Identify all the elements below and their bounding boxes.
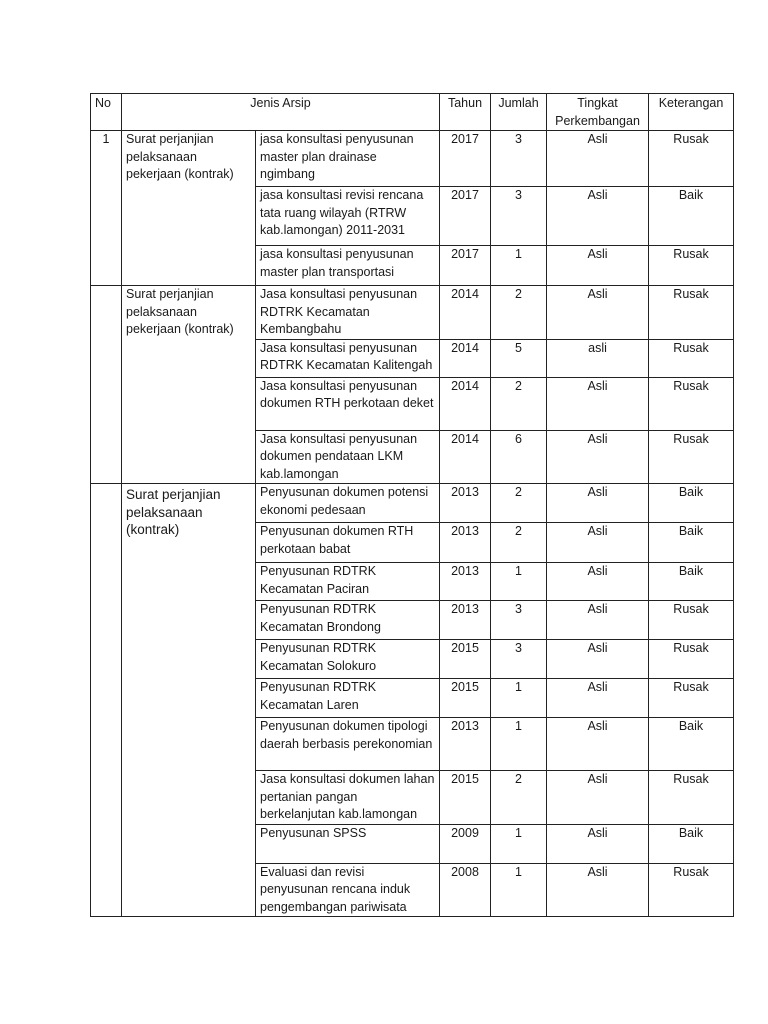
jenis-arsip-cell: Penyusunan RDTRK Kecamatan Solokuro [256,640,440,679]
jenis-arsip-cell: Penyusunan dokumen potensi ekonomi pedesaan [256,484,440,523]
jenis-arsip-cell: Jasa konsultasi penyusunan RDTRK Kecamatan Kalitengah [256,339,440,377]
tahun-cell: 2015 [440,640,491,679]
jumlah-cell: 2 [491,771,547,825]
keterangan-cell: Baik [649,187,734,246]
tahun-cell: 2014 [440,377,491,430]
tingkat-cell: Asli [547,718,649,771]
tahun-cell: 2014 [440,286,491,340]
tingkat-cell: asli [547,339,649,377]
group-category: Surat perjanjian pelaksanaan (kontrak) [122,484,256,917]
jumlah-cell: 1 [491,246,547,286]
keterangan-cell: Baik [649,523,734,563]
group-category: Surat perjanjian pelaksanaan pekerjaan (kontrak) [122,131,256,286]
jenis-arsip-cell: Jasa konsultasi penyusunan RDTRK Kecamatan Kembangbahu [256,286,440,340]
group-number [91,484,122,917]
keterangan-cell: Rusak [649,286,734,340]
tingkat-cell: Asli [547,863,649,917]
jenis-arsip-cell: jasa konsultasi penyusunan master plan transportasi [256,246,440,286]
tingkat-cell: Asli [547,187,649,246]
tingkat-cell: Asli [547,430,649,484]
jumlah-cell: 3 [491,131,547,187]
jumlah-cell: 5 [491,339,547,377]
keterangan-cell: Rusak [649,377,734,430]
tahun-cell: 2013 [440,563,491,601]
keterangan-cell: Rusak [649,863,734,917]
archive-table [90,93,734,917]
header-row [91,94,734,131]
tingkat-cell: Asli [547,131,649,187]
jumlah-cell: 3 [491,601,547,640]
jenis-arsip-cell: Penyusunan RDTRK Kecamatan Paciran [256,563,440,601]
tingkat-cell: Asli [547,640,649,679]
jumlah-cell: 1 [491,824,547,863]
jumlah-cell: 2 [491,484,547,523]
group-number [91,286,122,484]
keterangan-cell: Baik [649,563,734,601]
group-number: 1 [91,131,122,286]
jumlah-cell: 1 [491,863,547,917]
keterangan-cell: Rusak [649,131,734,187]
header-jumlah: Jumlah [491,94,547,131]
tahun-cell: 2015 [440,679,491,718]
keterangan-cell: Rusak [649,640,734,679]
tahun-cell: 2009 [440,824,491,863]
tahun-cell: 2013 [440,523,491,563]
tingkat-cell: Asli [547,679,649,718]
tingkat-cell: Asli [547,771,649,825]
jumlah-cell: 1 [491,679,547,718]
header-keterangan: Keterangan [649,94,734,131]
tahun-cell: 2013 [440,601,491,640]
keterangan-cell: Rusak [649,601,734,640]
tingkat-cell: Asli [547,286,649,340]
tingkat-cell: Asli [547,563,649,601]
table-row [91,131,734,187]
keterangan-cell: Baik [649,718,734,771]
tahun-cell: 2014 [440,430,491,484]
jenis-arsip-cell: jasa konsultasi penyusunan master plan drainase ngimbang [256,131,440,187]
jumlah-cell: 2 [491,377,547,430]
keterangan-cell: Baik [649,824,734,863]
jumlah-cell: 1 [491,563,547,601]
header-tingkat-perkembangan: Tingkat Perkembangan [547,94,649,131]
header-no: No [91,94,122,131]
jenis-arsip-cell: jasa konsultasi revisi rencana tata ruang wilayah (RTRW kab.lamongan) 2011-2031 [256,187,440,246]
jumlah-cell: 2 [491,286,547,340]
tingkat-cell: Asli [547,523,649,563]
tingkat-cell: Asli [547,246,649,286]
table-row [91,286,734,340]
keterangan-cell: Rusak [649,679,734,718]
tahun-cell: 2013 [440,718,491,771]
keterangan-cell: Rusak [649,771,734,825]
keterangan-cell: Baik [649,484,734,523]
tahun-cell: 2017 [440,246,491,286]
jumlah-cell: 3 [491,187,547,246]
tahun-cell: 2013 [440,484,491,523]
jenis-arsip-cell: Jasa konsultasi penyusunan dokumen RTH perkotaan deket [256,377,440,430]
jumlah-cell: 3 [491,640,547,679]
tahun-cell: 2017 [440,187,491,246]
keterangan-cell: Rusak [649,339,734,377]
header-tahun: Tahun [440,94,491,131]
tingkat-cell: Asli [547,601,649,640]
tahun-cell: 2015 [440,771,491,825]
keterangan-cell: Rusak [649,246,734,286]
keterangan-cell: Rusak [649,430,734,484]
jumlah-cell: 2 [491,523,547,563]
table-row [91,484,734,523]
group-category: Surat perjanjian pelaksanaan pekerjaan (kontrak) [122,286,256,484]
jenis-arsip-cell: Penyusunan RDTRK Kecamatan Laren [256,679,440,718]
tingkat-cell: Asli [547,824,649,863]
tahun-cell: 2008 [440,863,491,917]
jenis-arsip-cell: Penyusunan SPSS [256,824,440,863]
jenis-arsip-cell: Jasa konsultasi penyusunan dokumen pendataan LKM kab.lamongan [256,430,440,484]
tingkat-cell: Asli [547,377,649,430]
jenis-arsip-cell: Evaluasi dan revisi penyusunan rencana induk pengembangan pariwisata [256,863,440,917]
jenis-arsip-cell: Penyusunan RDTRK Kecamatan Brondong [256,601,440,640]
tingkat-cell: Asli [547,484,649,523]
jenis-arsip-cell: Penyusunan dokumen RTH perkotaan babat [256,523,440,563]
jumlah-cell: 6 [491,430,547,484]
jenis-arsip-cell: Jasa konsultasi dokumen lahan pertanian pangan berkelanjutan kab.lamongan [256,771,440,825]
jumlah-cell: 1 [491,718,547,771]
tahun-cell: 2017 [440,131,491,187]
tahun-cell: 2014 [440,339,491,377]
header-jenis-arsip: Jenis Arsip [122,94,440,131]
jenis-arsip-cell: Penyusunan dokumen tipologi daerah berbasis perekonomian [256,718,440,771]
